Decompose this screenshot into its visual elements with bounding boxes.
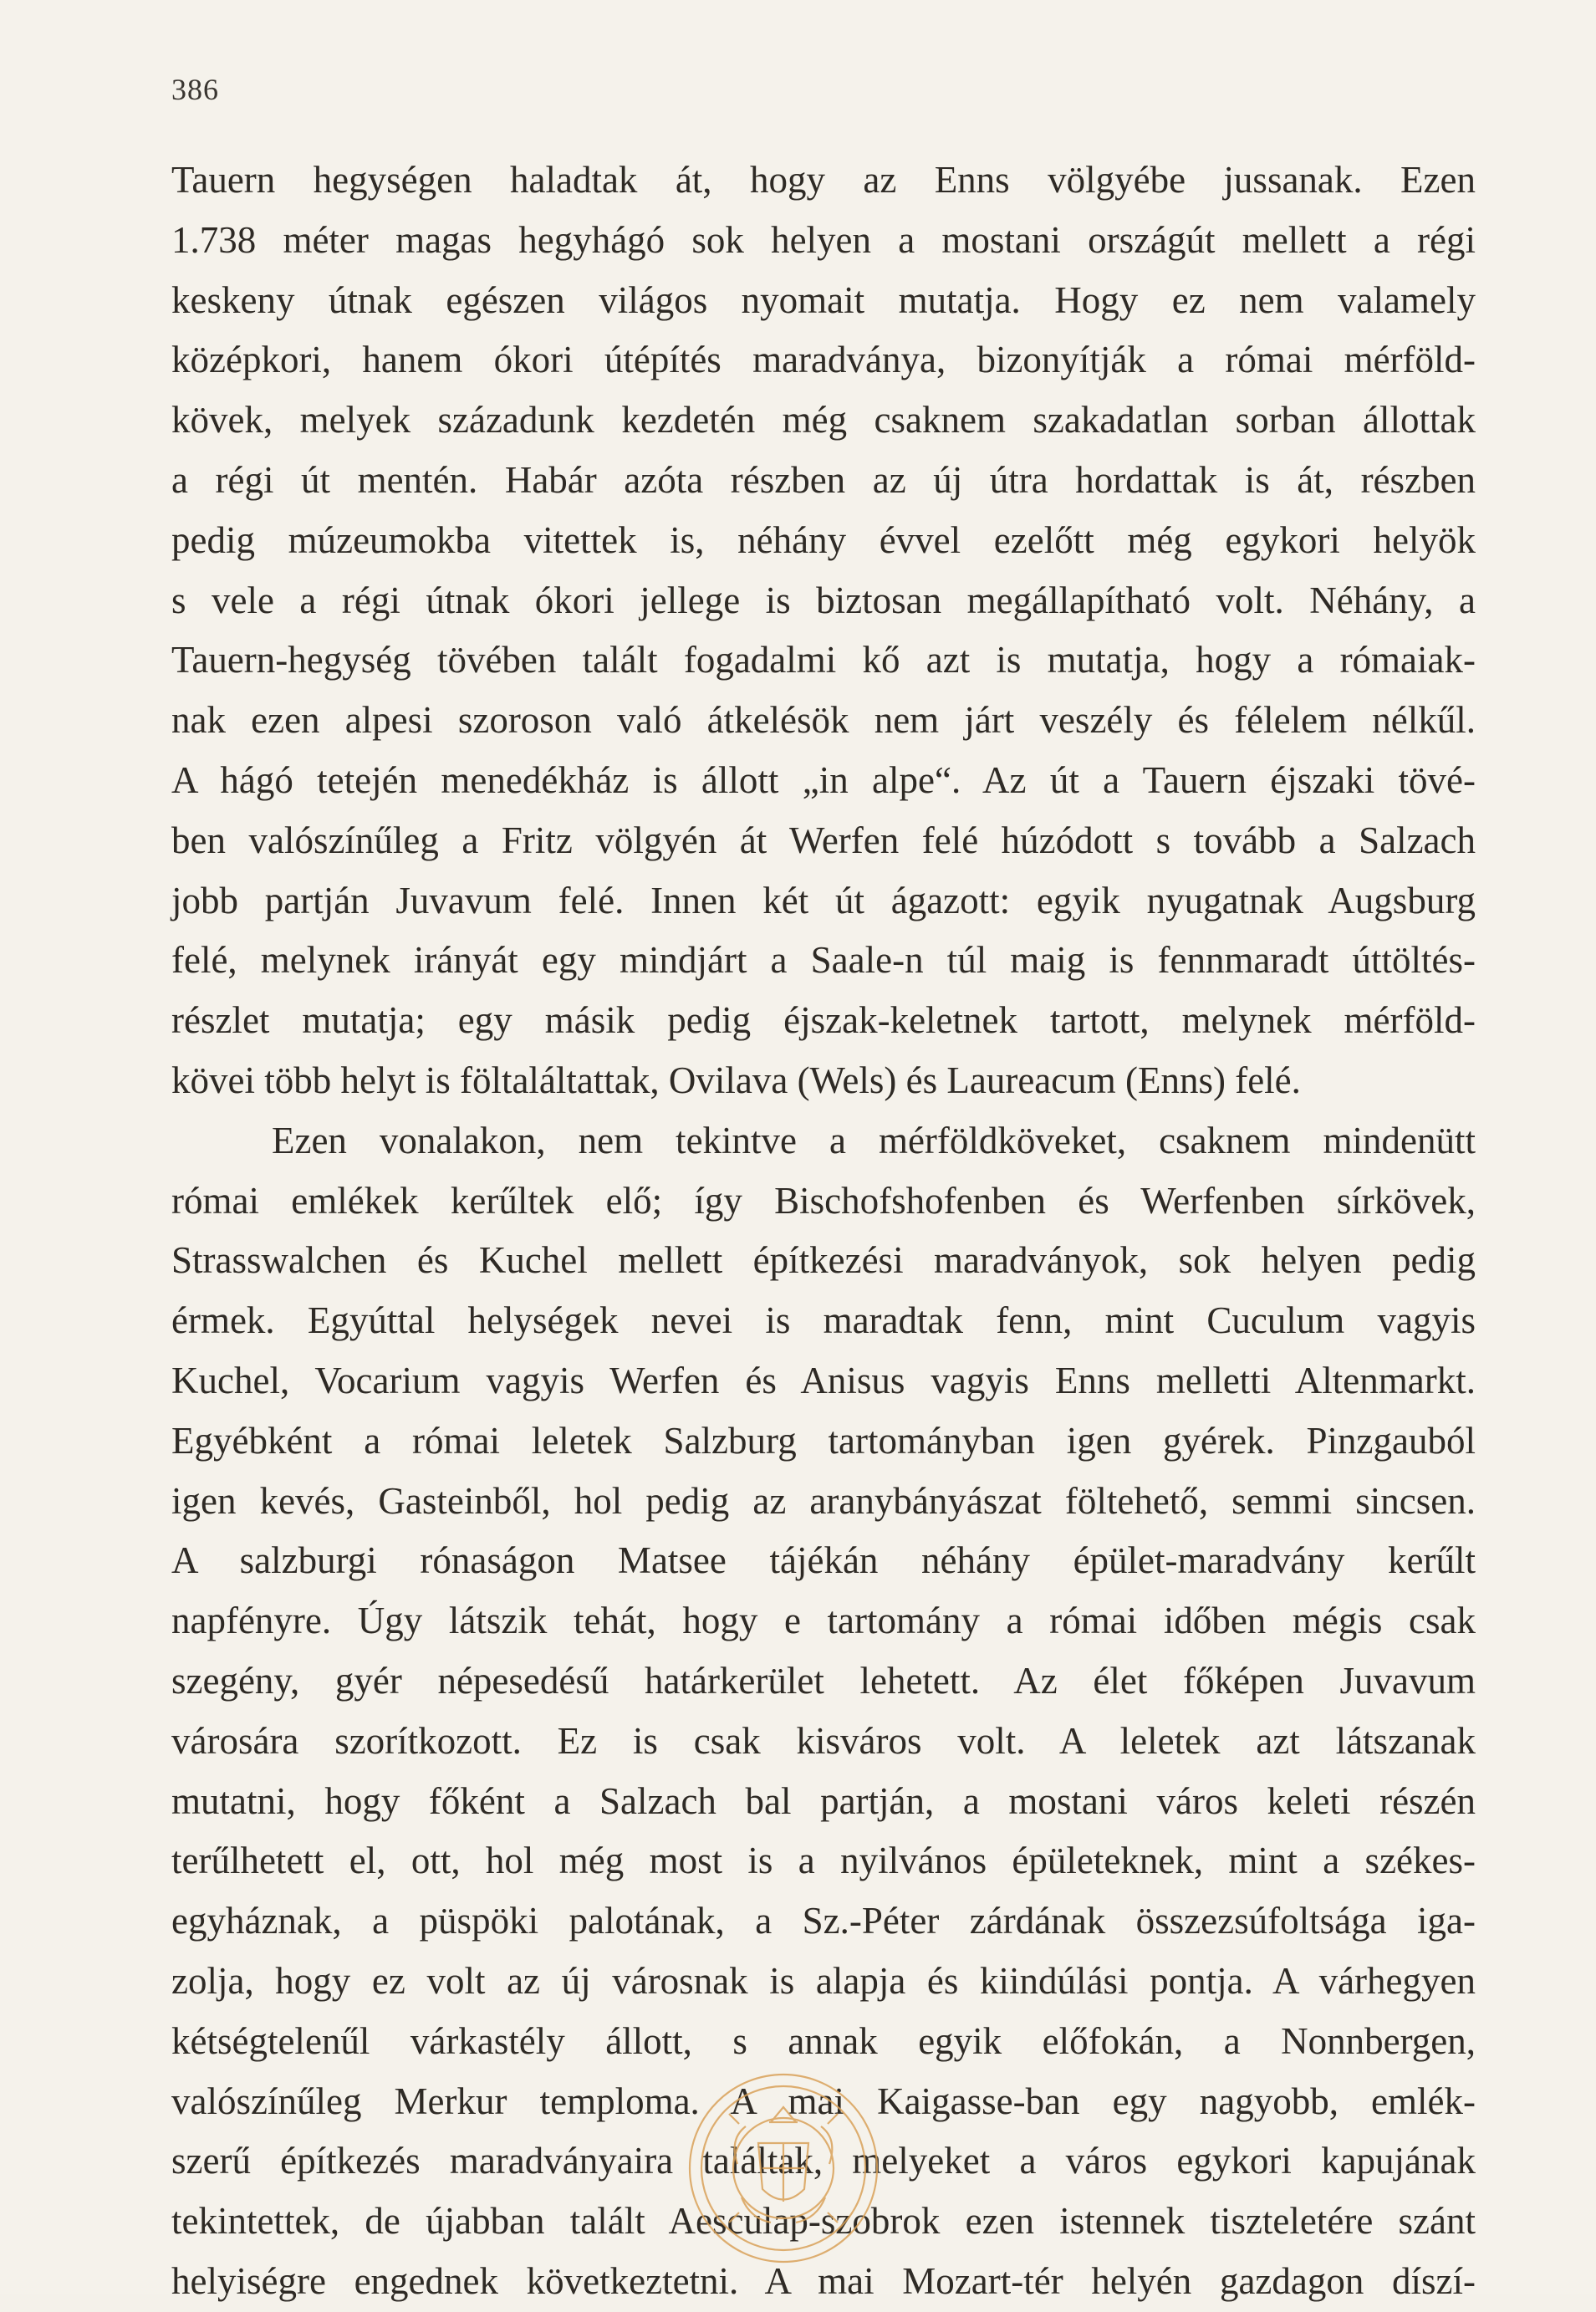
text-line: kövei több helyt is föltaláltattak, Ovilava (Wels) és Laureacum (Enns) felé. bbox=[171, 1059, 1301, 1101]
text-line: A hágó tetején menedékház is állott „in alpe“. Az út a Tauern éjszaki tövé- bbox=[171, 758, 1476, 801]
text-line: részlet mutatja; egy másik pedig éjszak-keletnek tartott, melynek mérföld- bbox=[171, 999, 1476, 1042]
text-line: Kuchel, Vocarium vagyis Werfen és Anisus vagyis Enns melletti Altenmarkt. bbox=[171, 1359, 1476, 1401]
body-text bbox=[171, 151, 1476, 2312]
text-line: s vele a régi útnak ókori jellege is biztosan megállapítható volt. Néhány, a bbox=[171, 579, 1476, 621]
text-line: valószínűleg Merkur temploma. A mai Kaigasse-ban egy nagyobb, emlék- bbox=[171, 2080, 1476, 2122]
text-line: Egyébként a római leletek Salzburg tartományban igen gyérek. Pinzgauból bbox=[171, 1419, 1476, 1462]
text-line: A salzburgi rónaságon Matsee tájékán néhány épület-maradvány kerűlt bbox=[171, 1539, 1476, 1582]
text-line: pedig múzeumokba vitettek is, néhány évvel ezelőtt még egykori helyök bbox=[171, 518, 1476, 561]
text-line: Ezen vonalakon, nem tekintve a mérföldköveket, csaknem mindenütt bbox=[272, 1119, 1476, 1161]
text-line: a régi út mentén. Habár azóta részben az új útra hordattak is át, részben bbox=[171, 458, 1476, 501]
text-line: terűlhetett el, ott, hol még most is a nyilvános épületeknek, mint a székes- bbox=[171, 1840, 1476, 1882]
text-line: zolja, hogy ez volt az új városnak is alapja és kiindúlási pontja. A várhegyen bbox=[171, 1959, 1476, 2002]
text-line: városára szorítkozott. Ez is csak kisváros volt. A leletek azt látszanak bbox=[171, 1719, 1476, 1762]
text-line: keskeny útnak egészen világos nyomait mutatja. Hogy ez nem valamely bbox=[171, 278, 1476, 321]
text-line: napfényre. Úgy látszik tehát, hogy e tartomány a római időben mégis csak bbox=[171, 1600, 1476, 1642]
text-line: kétségtelenűl várkastély állott, s annak egyik előfokán, a Nonnbergen, bbox=[171, 2019, 1476, 2062]
text-line: egyháznak, a püspöki palotának, a Sz.-Péter zárdának összezsúfoltsága iga- bbox=[171, 1900, 1476, 1942]
text-line: mutatni, hogy főként a Salzach bal partján, a mostani város keleti részén bbox=[171, 1779, 1476, 1822]
text-line: nak ezen alpesi szoroson való átkelésök nem járt veszély és félelem nélkűl. bbox=[171, 699, 1476, 742]
text-line: helyiségre engednek következtetni. A mai Mozart-tér helyén gazdagon díszí- bbox=[171, 2259, 1476, 2302]
text-line: felé, melynek irányát egy mindjárt a Saale-n túl maig is fennmaradt úttöltés- bbox=[171, 939, 1476, 982]
library-stamp bbox=[679, 2064, 888, 2273]
text-line: jobb partján Juvavum felé. Innen két út ágazott: egyik nyugatnak Augsburg bbox=[171, 879, 1476, 921]
text-line: tekintettek, de újabban talált Aesculap-szobrok ezen istennek tiszteletére szánt bbox=[171, 2200, 1476, 2243]
text-line: 1.738 méter magas hegyhágó sok helyen a mostani országút mellett a régi bbox=[171, 218, 1476, 261]
text-line: Tauern hegységen haladtak át, hogy az Enns völgyébe jussanak. Ezen bbox=[171, 159, 1476, 201]
text-line: szegény, gyér népesedésű határkerület lehetett. Az élet főképen Juvavum bbox=[171, 1659, 1476, 1702]
page-number: 386 bbox=[171, 73, 219, 106]
text-line: római emlékek kerűltek elő; így Bischofshofenben és Werfenben sírkövek, bbox=[171, 1179, 1476, 1222]
text-line: Tauern-hegység tövében talált fogadalmi kő azt is mutatja, hogy a rómaiak- bbox=[171, 639, 1476, 681]
text-line: igen kevés, Gasteinből, hol pedig az aranybányászat föltehető, semmi sincsen. bbox=[171, 1479, 1476, 1522]
text-line: középkori, hanem ókori útépítés maradványa, bizonyítják a római mérföld- bbox=[171, 339, 1476, 381]
text-line: ben valószínűleg a Fritz völgyén át Werfen felé húzódott s tovább a Salzach bbox=[171, 819, 1476, 861]
text-line: szerű építkezés maradványaira találtak, melyeket a város egykori kapujának bbox=[171, 2140, 1476, 2182]
text-line: Strasswalchen és Kuchel mellett építkezési maradványok, sok helyen pedig bbox=[171, 1239, 1476, 1282]
text-line: kövek, melyek századunk kezdetén még csaknem szakadatlan sorban állottak bbox=[171, 399, 1476, 441]
text-line: érmek. Egyúttal helységek nevei is maradtak fenn, mint Cuculum vagyis bbox=[171, 1299, 1476, 1342]
